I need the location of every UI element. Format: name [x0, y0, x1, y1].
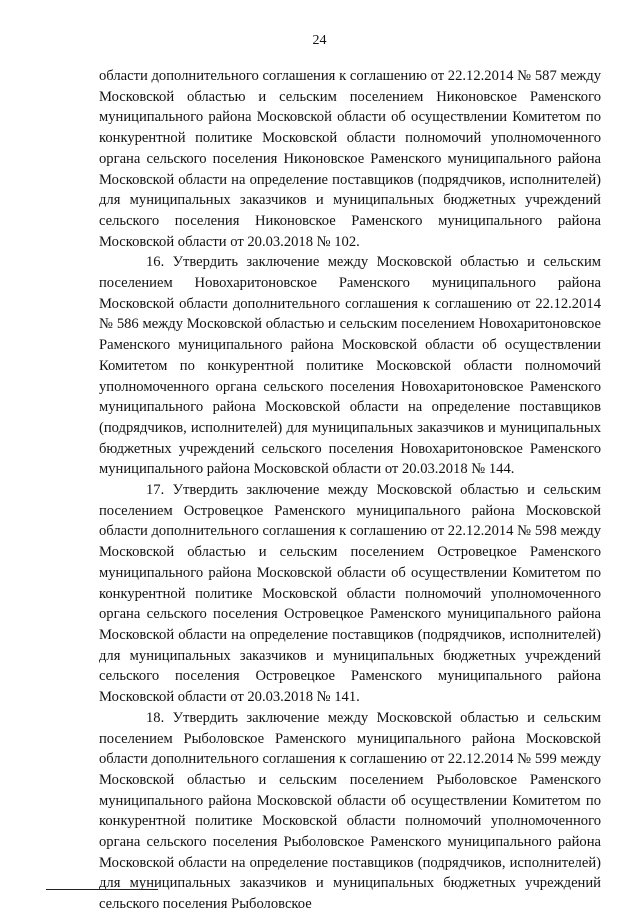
paragraph-item-17: 17. Утвердить заключение между Московской областью и сельским поселением Островецкое Раменского муниципального района Московской области дополнительного соглашения к соглашению от 22.12.2014 № 598 между Московской областью и сельским поселением Островецкое Раменского муниципального района Московской области об осуществлении Комитетом по конкурентной политике Московской области полномочий уполномоченного органа сельского поселения Островецкое Раменского муниципального района Московской области на определение поставщиков (подрядчиков, исполнителей) для муниципальных заказчиков и муниципальных бюджетных учреждений сельского поселения Островецкое Раменского муниципального района Московской области от 20.03.2018 № 141.	[99, 482, 601, 706]
paragraph-item-16: 16. Утвердить заключение между Московской областью и сельским поселением Новохаритоновское Раменского муниципального района Московской области дополнительного соглашения к соглашению от 22.12.2014 № 586 между Московской областью и сельским поселением Новохаритоновское Раменского муниципального района Московской области об осуществлении Комитетом по конкурентной политике Московской области полномочий уполномоченного органа сельского поселения Новохаритоновское Раменского муниципального района Московской области на определение поставщиков (подрядчиков, исполнителей) для муниципальных заказчиков и муниципальных бюджетных учреждений сельского поселения Новохаритоновское Раменского муниципального района Московской области от 20.03.2018 № 144.	[99, 254, 601, 478]
paragraph-item-18: 18. Утвердить заключение между Московской областью и сельским поселением Рыболовское Раменского муниципального района Московской области дополнительного соглашения к соглашению от 22.12.2014 № 599 между Московской областью и сельским поселением Рыболовское Раменского муниципального района Московской области об осуществлении Комитетом по конкурентной политике Московской области полномочий уполномоченного органа сельского поселения Рыболовское Раменского муниципального района Московской области на определение поставщиков (подрядчиков, исполнителей) для муниципальных заказчиков и муниципальных бюджетных учреждений сельского поселения Рыболовское	[99, 709, 601, 913]
footer-rule	[46, 889, 158, 890]
page-number: 24	[312, 33, 327, 48]
paragraph-continuation-15: области дополнительного соглашения к соглашению от 22.12.2014 № 587 между Московской областью и сельским поселением Никоновское Раменского муниципального района Московской области об осуществлении Комитетом по конкурентной политике Московской области полномочий уполномоченного органа сельского поселения Никоновское Раменского муниципального района Московской области на определение поставщиков (подрядчиков, исполнителей) для муниципальных заказчиков и муниципальных бюджетных учреждений сельского поселения Никоновское Раменского муниципального района Московской области от 20.03.2018 № 102.	[99, 68, 601, 250]
document-body	[99, 66, 601, 915]
